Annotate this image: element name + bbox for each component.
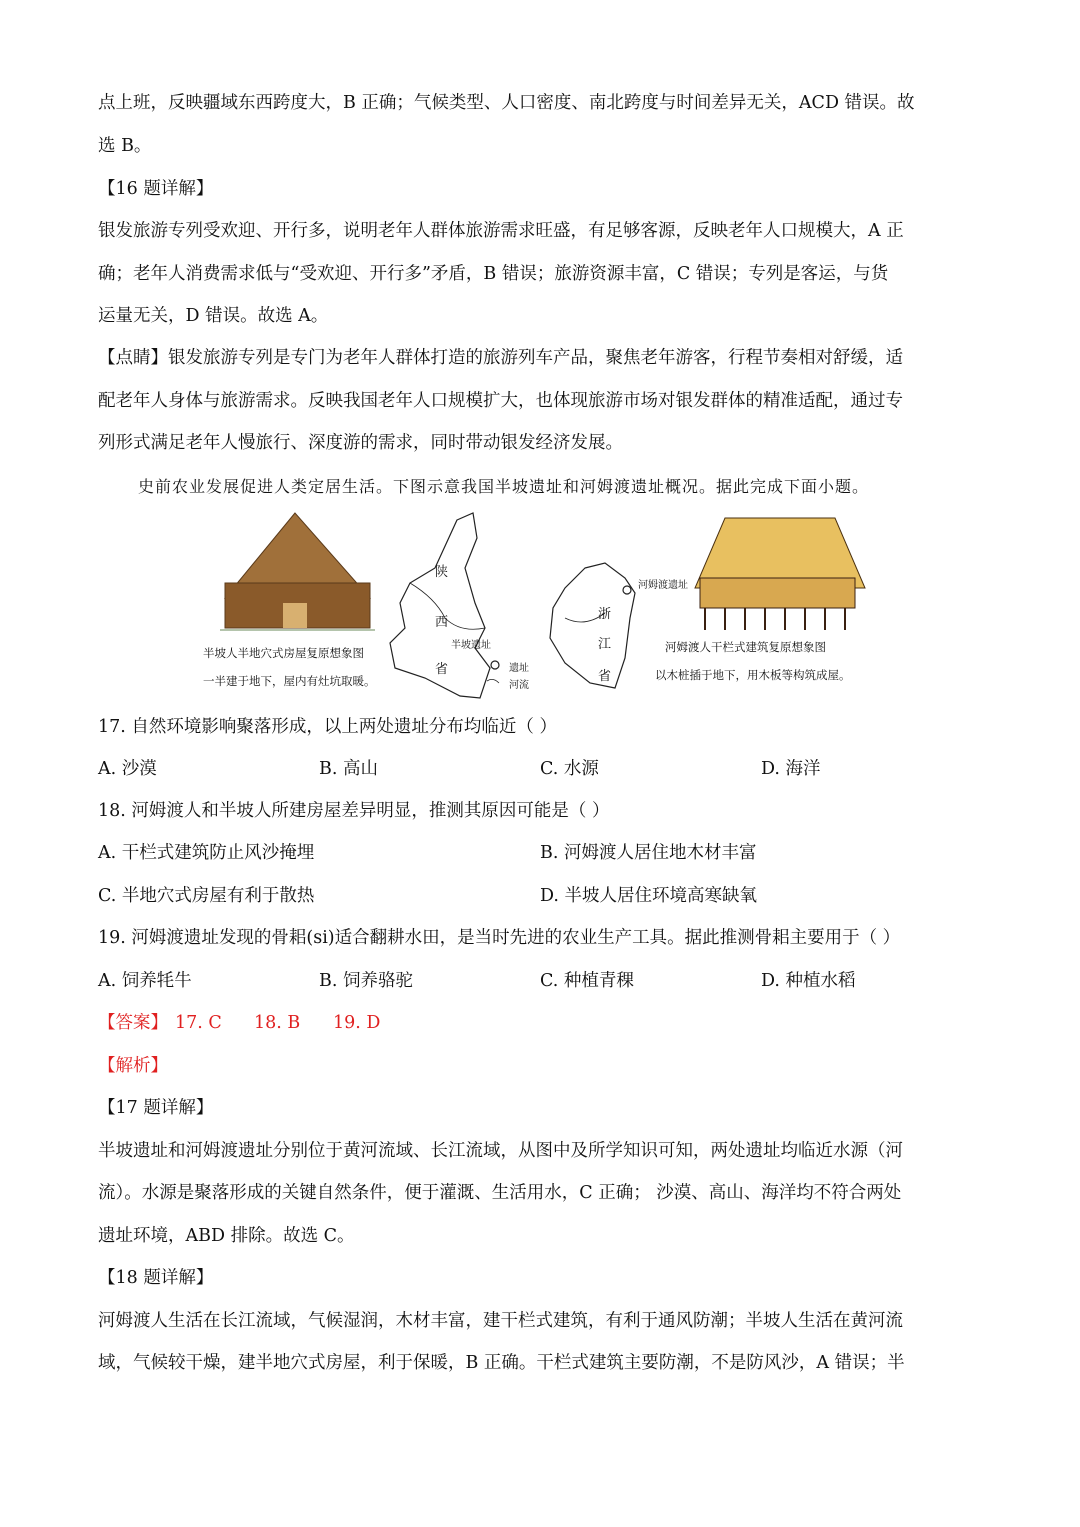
banpo-desc: 一半建于地下，屋内有灶坑取暖。	[203, 674, 376, 688]
paragraph-line: 【点睛】银发旅游专列是专门为老年人群体打造的旅游列车产品，聚焦老年游客，行程节奏相对舒缓，适	[98, 348, 903, 368]
paragraph-line: 遗址环境，ABD 排除。故选 C。	[98, 1226, 355, 1246]
option-a: A. 沙漠	[98, 759, 157, 779]
option-c: C. 半地穴式房屋有利于散热	[98, 886, 315, 906]
option-b: B. 河姆渡人居住地木材丰富	[540, 843, 757, 863]
hemudu-site-label: 河姆渡遗址	[638, 580, 688, 591]
option-d: D. 海洋	[761, 759, 821, 779]
banpo-hut-image	[220, 513, 375, 630]
option-a: A. 干栏式建筑防止风沙掩埋	[98, 843, 315, 863]
section-heading: 【16 题详解】	[98, 179, 214, 199]
map-label: 西	[435, 615, 449, 630]
question-stem: 18. 河姆渡人和半坡人所建房屋差异明显，推测其原因可能是（ ）	[98, 801, 610, 821]
map-label: 省	[435, 662, 449, 677]
hemudu-desc: 以木桩插于地下，用木板等构筑成屋。	[655, 668, 851, 682]
paragraph-line: 选 B。	[98, 136, 152, 156]
question-stem: 17. 自然环境影响聚落形成，以上两处遗址分布均临近（ ）	[98, 717, 557, 737]
option-d: D. 种植水稻	[761, 971, 856, 991]
banpo-site-label: 半坡遗址	[451, 640, 491, 651]
paragraph-line: 银发旅游专列受欢迎、开行多，说明老年人群体旅游需求旺盛，有足够客源，反映老年人口规模大，A 正	[98, 221, 904, 241]
option-d: D. 半坡人居住环境高寒缺氧	[540, 886, 758, 906]
banpo-title: 半坡人半地穴式房屋复原想象图	[203, 646, 364, 660]
option-b: B. 高山	[319, 759, 378, 779]
figure	[195, 508, 875, 703]
hemudu-title: 河姆渡人干栏式建筑复原想象图	[665, 640, 826, 654]
option-c: C. 水源	[540, 759, 599, 779]
legend-site: 遗址	[509, 663, 529, 674]
answer-item: 18. B	[254, 1013, 301, 1033]
map-label: 江	[598, 637, 612, 652]
paragraph-line: 列形式满足老年人慢旅行、深度游的需求，同时带动银发经济发展。	[98, 433, 623, 453]
option-c: C. 种植青稞	[540, 971, 634, 991]
section-heading: 【18 题详解】	[98, 1268, 214, 1288]
paragraph-line: 配老年人身体与旅游需求。反映我国老年人口规模扩大，也体现旅游市场对银发群体的精准适配，通过专	[98, 391, 903, 411]
answer-label: 【答案】	[98, 1013, 168, 1033]
map-label: 省	[598, 669, 612, 684]
option-a: A. 饲养牦牛	[98, 971, 192, 991]
paragraph-line: 河姆渡人生活在长江流域，气候湿润，木材丰富，建干栏式建筑，有利于通风防潮；半坡人生活在黄河流	[98, 1311, 903, 1331]
paragraph-line: 确；老年人消费需求低与“受欢迎、开行多”矛盾，B 错误；旅游资源丰富，C 错误；专列是客运，与货	[98, 264, 889, 284]
answer-item: 17. C	[175, 1013, 222, 1033]
figure-caption: 史前农业发展促进人类定居生活。下图示意我国半坡遗址和河姆渡遗址概况。据此完成下面小题。	[138, 477, 870, 496]
paragraph-line: 流）。水源是聚落形成的关键自然条件，便于灌溉、生活用水，C 正确； 沙漠、高山、海洋均不符合两处	[98, 1183, 902, 1203]
paragraph-line: 域，气候较干燥，建半地穴式房屋，利于保暖，B 正确。干栏式建筑主要防潮，不是防风沙，A 错误；半	[98, 1353, 905, 1373]
analysis-label: 【解析】	[98, 1056, 168, 1076]
question-stem: 19. 河姆渡遗址发现的骨耜(si)适合翻耕水田，是当时先进的农业生产工具。据此推测骨耜主要用于（ ）	[98, 928, 901, 948]
legend-river: 河流	[509, 680, 529, 691]
zhejiang-map	[550, 563, 635, 688]
paragraph-line: 半坡遗址和河姆渡遗址分别位于黄河流域、长江流域，从图中及所学知识可知，两处遗址均临近水源（河	[98, 1141, 903, 1161]
map-label: 浙	[598, 607, 612, 622]
answer-item: 19. D	[333, 1013, 381, 1033]
map-label: 陕	[435, 565, 449, 580]
paragraph-line: 运量无关，D 错误。故选 A。	[98, 306, 329, 326]
paragraph-line: 点上班，反映疆域东西跨度大，B 正确；气候类型、人口密度、南北跨度与时间差异无关，ACD 错误。故	[98, 93, 915, 113]
hemudu-house-image	[695, 518, 865, 630]
section-heading: 【17 题详解】	[98, 1098, 214, 1118]
option-b: B. 饲养骆驼	[319, 971, 413, 991]
